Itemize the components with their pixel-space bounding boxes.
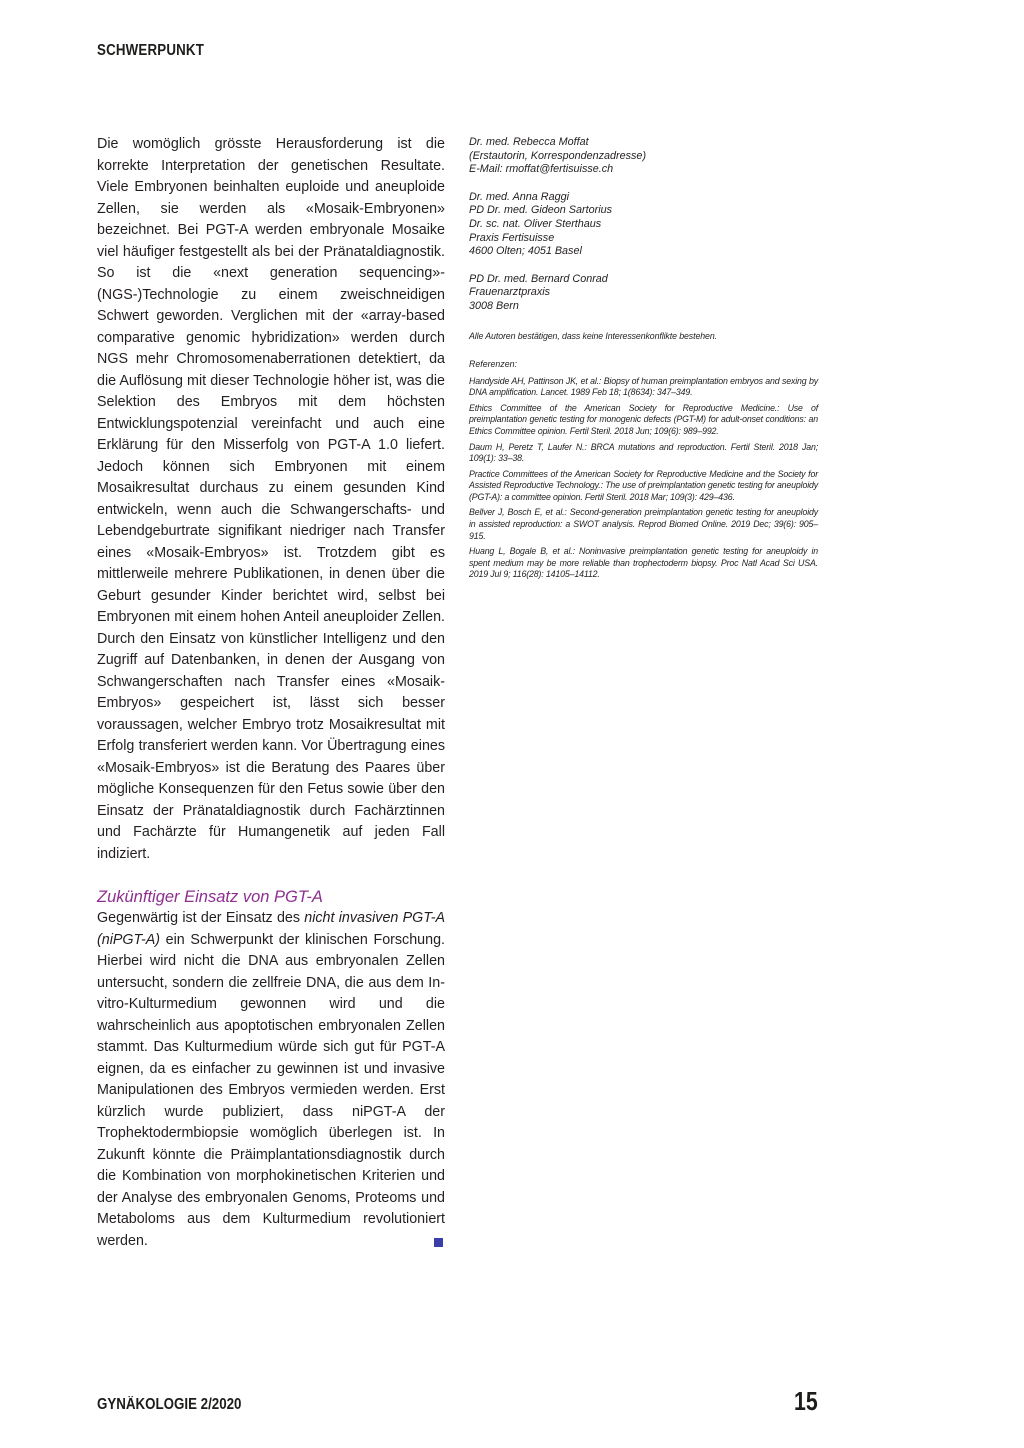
author-institution: Praxis Fertisuisse <box>469 231 555 244</box>
conflict-of-interest-statement: Alle Autoren bestätigen, dass keine Interessenkonflikte bestehen. <box>469 330 717 341</box>
reference-item: Practice Committees of the American Society for Reproductive Medicine and the Society for Assisted Reproductive Technology.: The use of preimplantation genetic testing for aneuploidy (PGT-A): a committee opinion. Fertil Steril. 2018 Mar; 109(3): 429–436. <box>469 468 818 502</box>
author-name: Dr. med. Anna Raggi <box>469 190 570 203</box>
author-block-2 <box>469 191 818 259</box>
references-title: Referenzen: <box>469 358 517 369</box>
paragraph-text-end: ein Schwerpunkt der klinischen Forschung. Hierbei wird nicht die DNA aus embryonalen Zellen untersucht, sondern die zellfreie DNA, die aus dem In-vitro-Kulturmedium gewonnen wird und die wahrscheinlich aus apoptotischen embryonalen Zellen stammt. Das Kulturmedium würde sich gut für PGT-A eignen, da es einfacher zu gewinnen ist und invasive Manipulationen des Embryos vermieden werden. Erst kürzlich wurde publiziert, dass niPGT-A der Trophektodermbiopsie womöglich überlegen ist. In Zukunft könnte die Präimplantationsdiagnostik durch die Kombination von morphokinetischen Kriterien und der Analyse des embryonalen Genoms, Proteoms und Metaboloms aus dem Kulturmedium revolutioniert werden. <box>97 931 445 1249</box>
page-number: 15 <box>794 1386 818 1416</box>
main-article-column <box>97 134 445 1252</box>
author-institution: Frauenarztpraxis <box>469 286 551 299</box>
emphasized-term: nicht invasiven PGT-A (niPGT-A) <box>97 910 445 948</box>
reference-item: Daum H, Peretz T, Laufer N.: BRCA mutations and reproduction. Fertil Steril. 2018 Jan; 109(1): 33–38. <box>469 441 818 464</box>
section-heading: Zukünftiger Einsatz von PGT-A <box>97 888 323 906</box>
reference-item: Handyside AH, Pattinson JK, et al.: Biopsy of human preimplantation embryos and sexing by DNA amplification. Lancet. 1989 Feb 18; 1(8634): 347–349. <box>469 375 818 398</box>
journal-issue-label: GYNÄKOLOGIE 2/2020 <box>97 1396 242 1413</box>
author-name: PD Dr. med. Bernard Conrad <box>469 272 608 285</box>
article-paragraph-2 <box>97 908 445 1252</box>
end-of-article-square-icon <box>434 1238 443 1247</box>
author-block-3 <box>469 273 818 314</box>
reference-item: Huang L, Bogale B, et al.: Noninvasive preimplantation genetic testing for aneuploidy in spent medium may be more reliable than trophectoderm biopsy. Proc Natl Acad Sci USA. 2019 Jul 9; 116(28): 14105–14112. <box>469 546 818 580</box>
paragraph-text-start: Gegenwärtig ist der Einsatz des <box>97 910 305 926</box>
author-email: E-Mail: rmoffat@fertisuisse.ch <box>469 163 614 176</box>
article-paragraph: Die womöglich grösste Herausforderung ist die korrekte Interpretation der genetischen Resultate. Viele Embryonen beinhalten euploide und aneuploide Zellen, sie werden als «Mosaik-Embryonen» bezeichnet. Bei PGT-A werden embryonale Mosaike viel häufiger festgestellt als bei der Pränataldiagnostik. So ist die «next generation sequencing»-(NGS-)Technologie zu einem zweischneidigen Schwert geworden. Verglichen mit der «array-based comparative genomic hybridization» werden durch NGS mehr Chromosomenaberrationen detektiert, da die Auflösung mit dieser Technologie höher ist, was die Selektion des Embryos mit dem höchsten Entwicklungspotenzial vereinfacht und auch eine Erklärung für den Misserfolg von PGT-A 1.0 liefert. Jedoch können sich Embryonen mit einem Mosaikresultat durchaus zu einem gesunden Kind entwickeln, wenn auch die Schwangerschafts- und Lebendgeburtrate signifikant niedriger nach Transfer eines «Mosaik-Embryos» ist. Trotzdem gibt es mittlerweile mehrere Publikationen, in denen über die Geburt gesunder Kinder berichtet wird, selbst bei Embryonen mit einem hohen Anteil aneuploider Zellen. Durch den Einsatz von künstlicher Intelligenz und den Zugriff auf Datenbanken, in denen der Ausgang von Schwangerschaften nach Transfer eines «Mosaik-Embryos» gespeichert ist, lässt sich besser voraussagen, welcher Embryo trotz Mosaikresultat mit Erfolg transferiert werden kann. Vor Übertragung eines «Mosaik-Embryos» ist die Beratung des Paares über mögliche Konsequenzen für den Fetus sowie über den Einsatz der Pränataldiagnostik durch Fachärztinnen und Fachärzte für Humangenetik auf jeden Fall indiziert. <box>97 136 445 862</box>
author-role: (Erstautorin, Korrespondenzadresse) <box>469 149 647 162</box>
reference-item: Ethics Committee of the American Society for Reproductive Medicine.: Use of preimplantation genetic testing for monogenic defects (PGT-M) for adult-onset conditions: an Ethics Committee opinion. Fertil Steril. 2018 Jun; 109(6): 989–992. <box>469 402 818 436</box>
section-label: SCHWERPUNKT <box>97 42 205 59</box>
author-name: Dr. med. Rebecca Moffat <box>469 136 589 148</box>
author-name: Dr. sc. nat. Oliver Sterthaus <box>469 217 602 230</box>
author-sidebar <box>469 136 818 581</box>
author-name: PD Dr. med. Gideon Sartorius <box>469 204 613 217</box>
author-address: 4600 Olten; 4051 Basel <box>469 245 582 258</box>
author-block-1 <box>469 136 818 177</box>
reference-item: Bellver J, Bosch E, et al.: Second-generation preimplantation genetic testing for aneuploidy in assisted reproduction: a SWOT analysis. Reprod Biomed Online. 2019 Dec; 39(6): 905–915. <box>469 507 818 541</box>
references-list <box>469 376 818 582</box>
author-address: 3008 Bern <box>469 299 519 312</box>
